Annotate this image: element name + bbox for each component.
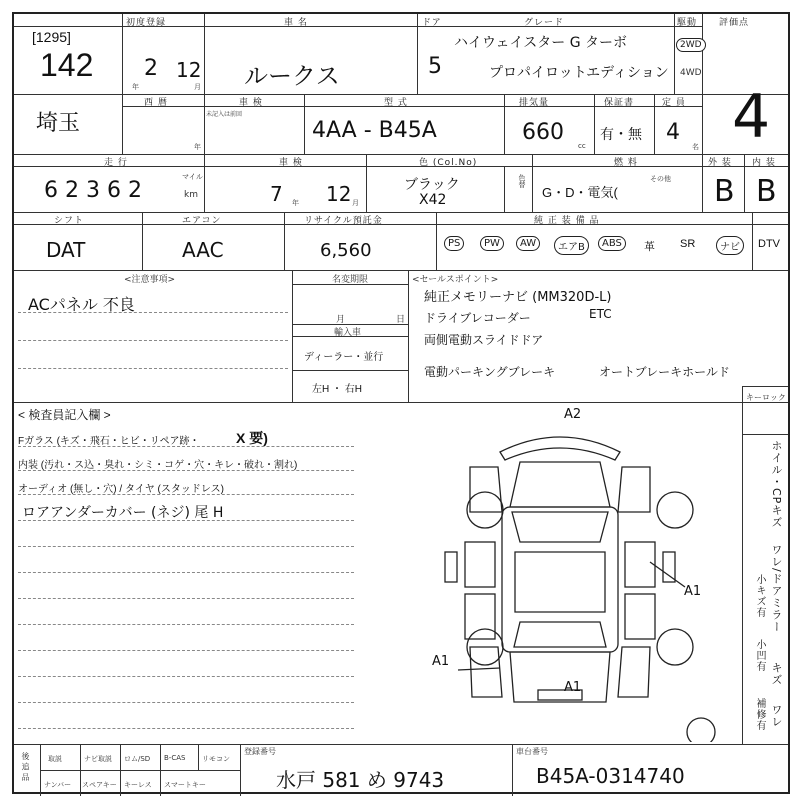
ac: AAC bbox=[182, 238, 224, 262]
inspector-interior: 内装 (汚れ・ス込・臭れ・シミ・コゲ・穴・キレ・破れ・割れ) bbox=[18, 460, 298, 471]
shaken-note: 未記入は前回 bbox=[206, 111, 243, 118]
diagram-wheel-front-left bbox=[467, 492, 503, 528]
sales-item-drive-recorder: ドライブレコーダー bbox=[424, 311, 531, 325]
fuel-text: G・D・電気( bbox=[542, 185, 618, 200]
inspector-audio: オーディオ (無し・穴) / タイヤ (スタッドレス) bbox=[18, 484, 224, 495]
score: 4 bbox=[732, 82, 771, 152]
plate-number: 水戸 581 め 9743 bbox=[276, 768, 445, 792]
color-name: ブラック bbox=[404, 177, 460, 193]
shift-label: シフト bbox=[54, 216, 85, 226]
first-reg-year-unit: 年 bbox=[132, 83, 139, 91]
warranty-label: 保証書 bbox=[604, 98, 635, 108]
model-code: 4AA - B45A bbox=[312, 118, 437, 143]
fuel-other: その他 bbox=[650, 175, 671, 183]
displacement-label: 排気量 bbox=[519, 98, 550, 108]
reg-month: 月 bbox=[336, 315, 346, 325]
side-note-mirror: ワレ/ドアミラー bbox=[770, 544, 783, 633]
side-note-wheel: ホイル・CPキズ bbox=[770, 440, 783, 529]
model-name-label: 車 名 bbox=[284, 18, 308, 28]
chassis-label: 車台番号 bbox=[516, 747, 548, 756]
reg-label: 名変期限 bbox=[332, 275, 369, 285]
diagram-rear bbox=[510, 652, 610, 702]
keylock-label: キーロック bbox=[746, 393, 786, 402]
inspector-glass: Fガラス (キズ・飛石・ヒビ・リペア跡・ bbox=[18, 436, 200, 447]
sales-item-etc: ETC bbox=[589, 307, 612, 321]
fuel-label: 燃 料 bbox=[614, 158, 638, 168]
equip-label: 純 正 装 備 品 bbox=[534, 216, 600, 226]
diagram-windshield bbox=[512, 512, 608, 542]
color-code: X42 bbox=[419, 192, 447, 208]
diagram-left-front-door bbox=[465, 542, 495, 587]
mark-a1-bottom: A1 bbox=[564, 680, 582, 695]
side-note-small-scratch: 小キズ有 bbox=[754, 574, 765, 618]
recycle-fee: 6,560 bbox=[320, 240, 372, 261]
displacement: 660 bbox=[522, 120, 564, 145]
footer-col-label: 後 追 品 bbox=[21, 752, 30, 782]
import-dealer: ディーラー・並行 bbox=[304, 352, 384, 363]
diagram-front-bumper bbox=[500, 437, 620, 460]
model-name: ルークス bbox=[244, 62, 340, 90]
mileage-label: 走 行 bbox=[104, 158, 128, 168]
side-note-scratch: キズ bbox=[770, 662, 783, 686]
footer-number: ナンバー bbox=[44, 781, 72, 789]
auction-sheet bbox=[12, 12, 790, 794]
chassis-number: B45A-0314740 bbox=[536, 764, 685, 788]
person-unit: 名 bbox=[692, 143, 699, 151]
lot-number: 142 bbox=[40, 47, 94, 83]
diagram-hood bbox=[510, 462, 610, 507]
shaken-label-2: 車 検 bbox=[239, 98, 263, 108]
drive-4wd: 4WD bbox=[680, 68, 702, 78]
inspector-glass-x: X 要) bbox=[236, 430, 268, 446]
side-note-crack: ワレ bbox=[770, 704, 783, 728]
footer-spare-key: スペアキー bbox=[82, 781, 117, 789]
footer-remote: リモコン bbox=[202, 755, 230, 763]
sales-label: <セールスポイント> bbox=[412, 275, 499, 285]
equip-ps: PS bbox=[444, 236, 464, 251]
mileage-unit-mile: マイル bbox=[182, 173, 203, 181]
grade-line2: プロパイロットエディション bbox=[489, 65, 669, 81]
diagram-body bbox=[502, 507, 618, 652]
capacity-label: 定 員 bbox=[662, 98, 686, 108]
mileage: 6 2 3 6 2 bbox=[44, 178, 142, 203]
mark-a1-left: A1 bbox=[432, 654, 450, 669]
footer-navi-manual: ナビ取説 bbox=[84, 755, 112, 763]
footer-keyless: キーレス bbox=[124, 781, 152, 789]
ext-label: 外 装 bbox=[708, 158, 732, 168]
ac-label: エアコン bbox=[182, 216, 222, 226]
west-label: 西 暦 bbox=[144, 98, 168, 108]
diagram-right-rear-door bbox=[625, 594, 655, 639]
caution-text: ACパネル 不良 bbox=[28, 295, 135, 314]
side-note-repaired: 補修有 bbox=[754, 698, 765, 731]
diagram-rear-glass bbox=[514, 622, 606, 647]
drive-label: 駆動 bbox=[677, 18, 698, 28]
doors-label: ドア bbox=[422, 18, 442, 28]
equip-navi: ナビ bbox=[716, 236, 744, 255]
region: 埼玉 bbox=[36, 110, 81, 135]
footer-bcas: B-CAS bbox=[164, 754, 186, 762]
diagram-left-front-fender bbox=[470, 467, 502, 512]
mark-a1-right: A1 bbox=[684, 584, 702, 599]
equip-dtv: DTV bbox=[758, 238, 780, 250]
equip-leather: 革 bbox=[644, 241, 655, 253]
diagram-spare-tire bbox=[687, 718, 715, 742]
shaken-year-unit: 年 bbox=[292, 199, 299, 207]
first-reg-year: 2 bbox=[144, 56, 158, 81]
shaken-month: 12 bbox=[326, 182, 352, 206]
equip-aw: AW bbox=[516, 236, 540, 251]
first-reg-month: 12 bbox=[176, 58, 202, 82]
grade-label: グレード bbox=[524, 18, 565, 28]
shaken-year: 7 bbox=[270, 182, 283, 206]
cc-unit: cc bbox=[578, 142, 586, 150]
ext-grade: B bbox=[714, 174, 735, 209]
capacity: 4 bbox=[666, 120, 680, 145]
side-note-small-dent: 小凹有 bbox=[754, 639, 765, 672]
equip-airbag: エアB bbox=[554, 236, 589, 255]
row2-year-unit: 年 bbox=[194, 143, 201, 151]
footer-manual: 取説 bbox=[48, 755, 62, 763]
int-label: 内 装 bbox=[752, 158, 776, 168]
diagram-left-rear-door bbox=[465, 594, 495, 639]
equip-sr: SR bbox=[680, 238, 696, 250]
footer-rom-sd: ロム/SD bbox=[124, 755, 151, 763]
sales-item-navi: 純正メモリーナビ (MM320D-L) bbox=[424, 290, 612, 305]
plate-label: 登録番号 bbox=[244, 747, 276, 756]
diagram-left-rear-fender bbox=[470, 647, 502, 697]
doors: 5 bbox=[428, 54, 442, 79]
color-change-label: 色替 bbox=[518, 174, 526, 188]
color-label: 色 (Col.No) bbox=[419, 158, 478, 168]
shaken-label-3: 車 検 bbox=[279, 158, 303, 168]
lot-code: [1295] bbox=[32, 29, 71, 45]
inspector-title: < 検査員記入欄 > bbox=[18, 408, 111, 422]
warranty: 有・無 bbox=[600, 126, 642, 142]
first-reg-month-unit: 月 bbox=[194, 83, 201, 91]
equip-pw: PW bbox=[480, 236, 504, 251]
inspector-note: ロアアンダーカバー (ネジ) 尾 H bbox=[22, 505, 224, 521]
diagram-wheel-rear-right bbox=[657, 629, 693, 665]
score-label: 評価点 bbox=[719, 18, 750, 28]
diagram-mirror-right bbox=[663, 552, 675, 582]
sales-item-slide-door: 両側電動スライドドア bbox=[424, 333, 544, 347]
type-label: 型 式 bbox=[384, 98, 408, 108]
diagram-right-front-fender bbox=[618, 467, 650, 512]
import-label: 輸入車 bbox=[334, 328, 362, 338]
recycle-label: リサイクル預託金 bbox=[304, 216, 383, 226]
int-grade: B bbox=[756, 174, 777, 209]
sales-item-auto-hold: オートブレーキホールド bbox=[599, 365, 730, 379]
footer-smart-key: スマートキー bbox=[164, 781, 206, 789]
import-side: 左H ・ 右H bbox=[312, 384, 362, 395]
diagram-wheel-front-right bbox=[657, 492, 693, 528]
shaken-month-unit: 月 bbox=[352, 199, 359, 207]
shift: DAT bbox=[46, 238, 86, 262]
mileage-unit-km: km bbox=[184, 190, 198, 200]
caution-label: <注意事項> bbox=[124, 275, 176, 285]
mark-a2: A2 bbox=[564, 407, 582, 422]
diagram-right-rear-fender bbox=[618, 647, 650, 697]
first-reg-label: 初度登録 bbox=[126, 18, 167, 28]
grade-line1: ハイウェイスター G ターボ bbox=[454, 35, 628, 51]
reg-day: 日 bbox=[396, 315, 406, 325]
diagram-right-front-door bbox=[625, 542, 655, 587]
diagram-mirror-left bbox=[445, 552, 457, 582]
drive-2wd: 2WD bbox=[676, 38, 706, 52]
equip-abs: ABS bbox=[598, 236, 626, 251]
sales-item-parking-brake: 電動パーキングブレーキ bbox=[424, 365, 556, 379]
